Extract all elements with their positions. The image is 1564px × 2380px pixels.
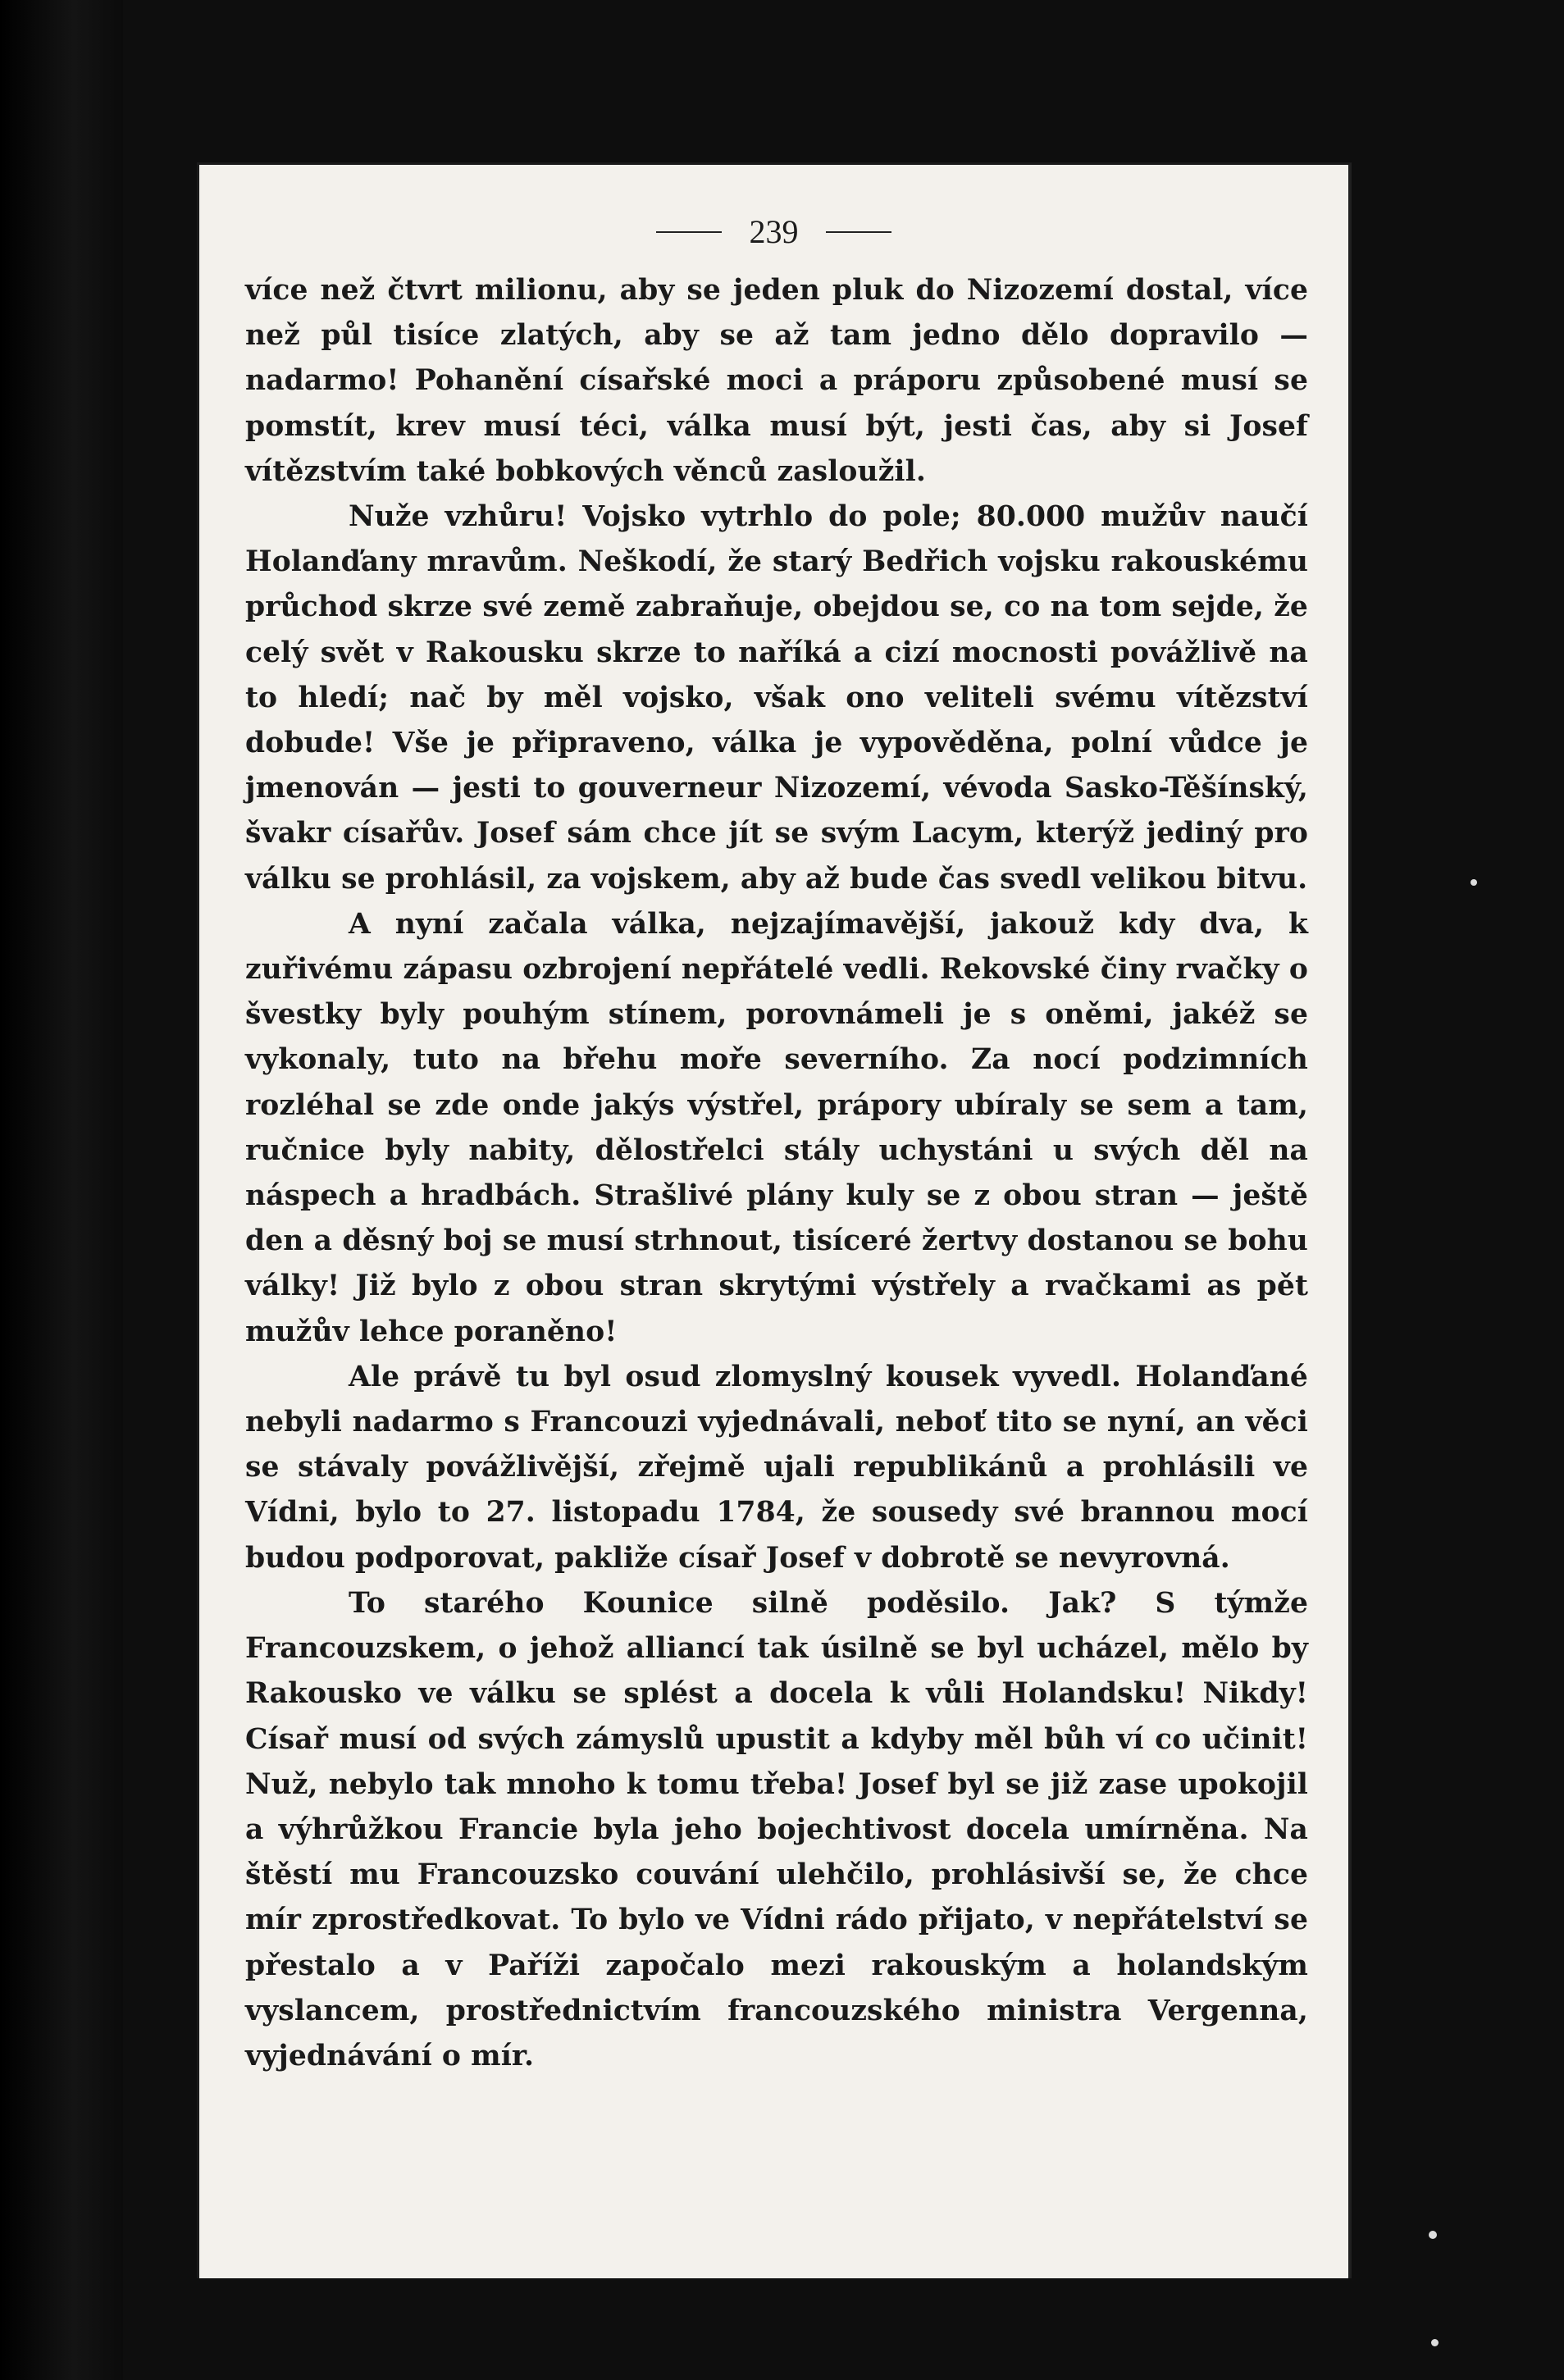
book-page bbox=[197, 162, 1352, 2278]
header-rule-left bbox=[656, 231, 722, 233]
paragraph-4: Ale právě tu byl osud zlomyslný kousek vyvedl. Holanďané nebyli nadarmo s Francouzi vyjednávali, neboť tito se nyní, an věci se stávaly povážlivější, zřejmě ujali republikánů a prohlásili ve Vídni, bylo to 27. listopadu 1784, že sousedy své brannou mocí budou podporovat, pakliže císař Josef v dobrotě se nevyrovná. bbox=[245, 1360, 1308, 1575]
page-header bbox=[199, 212, 1348, 253]
paragraph-2: Nuže vzhůru! Vojsko vytrhlo do pole; 80.000 mužův naučí Holanďany mravům. Neškodí, že starý Bedřich vojsku rakouskému průchod skrze své země zabraňuje, obejdou se, co na tom sejde, že celý svět v Rakousku skrze to naříká a cizí mocnosti povážlivě na to hledí; nač by měl vojsko, však ono veliteli svému vítězství dobude! Vše je připraveno, válka je vypověděna, polní vůdce je jmenován — jesti to gouverneur Nizozemí, vévoda Sasko-Těšínský, švakr císařův. Josef sám chce jít se svým Lacym, kterýž jediný pro válku se prohlásil, za vojskem, aby až bude čas svedl velikou bitvu. bbox=[245, 500, 1308, 896]
speck-2 bbox=[1429, 2231, 1437, 2239]
speck-1 bbox=[1471, 879, 1477, 886]
body-text bbox=[245, 268, 1308, 2079]
page-number: 239 bbox=[749, 213, 799, 250]
speck-3 bbox=[1431, 2339, 1439, 2346]
paragraph-5: To starého Kounice silně poděsilo. Jak? S týmže Francouzskem, o jehož alliancí tak úsilně se byl ucházel, mělo by Rakousko ve válku se splést a docela k vůli Holandsku! Nikdy! Císař musí od svých zámyslů upustit a kdyby měl bůh ví co učinit! Nuž, nebylo tak mnoho k tomu třeba! Josef byl se již zase upokojil a výhrůžkou Francie byla jeho bojechtivost docela umírněna. Na štěstí mu Francouzsko couvání ulehčilo, prohlásivší se, že chce mír zprostředkovat. To bylo ve Vídni rádo přijato, v nepřátelství se přestalo a v Paříži započalo mezi rakouským a holandským vyslancem, prostřednictvím francouzského ministra Vergenna, vyjednávání o mír. bbox=[245, 1586, 1308, 2072]
paragraph-3: A nyní začala válka, nejzajímavější, jakouž kdy dva, k zuřivému zápasu ozbrojení nepřátelé vedli. Rekovské činy rvačky o švestky byly pouhým stínem, porovnámeli je s oněmi, jakéž se vykonaly, tuto na břehu moře severního. Za nocí podzimních rozléhal se zde onde jakýs výstřel, prápory ubíraly se sem a tam, ručnice byly nabity, dělostřelci stály uchystáni u svých děl na náspech a hradbách. Strašlivé plány kuly se z obou stran — ještě den a děsný boj se musí strhnout, tisíceré žertvy dostanou se bohu války! Již bylo z obou stran skrytými výstřely a rvačkami as pět mužův lehce poraněno! bbox=[245, 907, 1308, 1348]
paragraph-1: více než čtvrt milionu, aby se jeden pluk do Nizozemí dostal, více než půl tisíce zlatých, aby se až tam jedno dělo dopravilo — nadarmo! Pohanění císařské moci a práporu způsobené musí se pomstít, krev musí téci, válka musí být, jesti čas, aby si Josef vítězstvím také bobkových věnců zasloužil. bbox=[245, 274, 1308, 488]
header-rule-right bbox=[826, 231, 891, 233]
scan-border bbox=[0, 0, 123, 2380]
